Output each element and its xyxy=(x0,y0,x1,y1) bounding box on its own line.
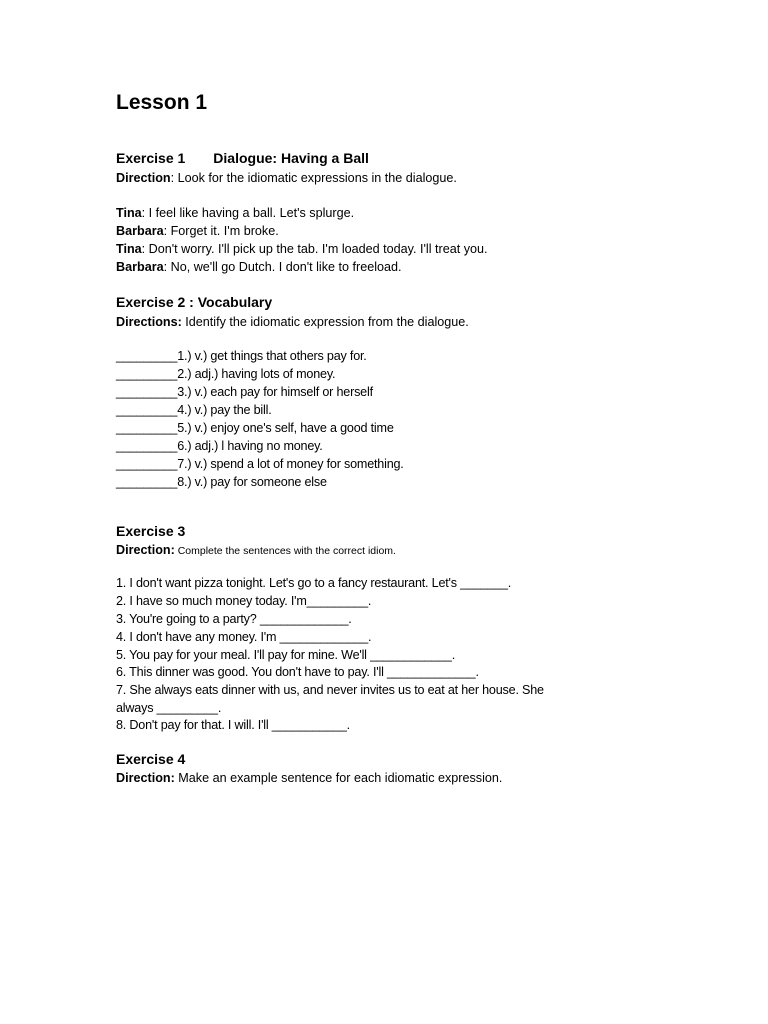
vocab-item: _________3.) v.) each pay for himself or herself xyxy=(116,385,373,399)
speaker-name: Barbara xyxy=(116,224,164,238)
vocab-item: _________1.) v.) get things that others pay for. xyxy=(116,349,367,363)
direction-text: Identify the idiomatic expression from the dialogue. xyxy=(181,315,469,329)
speaker-name: Barbara xyxy=(116,260,164,274)
exercise2-heading: Exercise 2 : Vocabulary xyxy=(116,294,273,310)
vocab-item: _________5.) v.) enjoy one's self, have a good time xyxy=(116,421,394,435)
exercise3-direction xyxy=(116,541,396,560)
exercise3-heading: Exercise 3 xyxy=(116,523,186,539)
vocab-item: _________7.) v.) spend a lot of money for something. xyxy=(116,457,404,471)
lesson-title: Lesson 1 xyxy=(116,91,208,114)
direction-label: Direction: xyxy=(116,771,175,785)
direction-label: Direction xyxy=(116,171,171,185)
vocab-item: _________6.) adj.) l having no money. xyxy=(116,439,323,453)
direction-text: Make an example sentence for each idiomatic expression. xyxy=(174,771,503,785)
direction-label: Direction: xyxy=(116,543,175,557)
exercise4-direction xyxy=(116,769,502,787)
exercise1-subtitle: Dialogue: Having a Ball xyxy=(213,150,369,166)
sentence-item: 3. You're going to a party? _____________. xyxy=(116,612,352,626)
vocab-item: _________2.) adj.) having lots of money. xyxy=(116,367,336,381)
exercise1-heading xyxy=(116,149,369,167)
sentence-item: 5. You pay for your meal. I'll pay for mine. We'll ____________. xyxy=(116,648,456,662)
exercise4-heading: Exercise 4 xyxy=(116,751,186,767)
vocab-item: _________8.) v.) pay for someone else xyxy=(116,475,327,489)
sentence-item: 2. I have so much money today. I'm_________. xyxy=(116,594,372,608)
dialogue-text: : I feel like having a ball. Let's splurge. xyxy=(141,206,355,220)
dialogue-text: : Don't worry. I'll pick up the tab. I'm loaded today. I'll treat you. xyxy=(141,242,488,256)
sentence-item: 6. This dinner was good. You don't have to pay. I'll _____________. xyxy=(116,665,479,679)
dialogue-text: : Forget it. I'm broke. xyxy=(163,224,279,238)
dialogue-line xyxy=(116,222,279,240)
dialogue-text: : No, we'll go Dutch. I don't like to freeload. xyxy=(163,260,402,274)
dialogue-line xyxy=(116,240,488,258)
sentence-item: 1. I don't want pizza tonight. Let's go to a fancy restaurant. Let's _______. xyxy=(116,576,512,590)
speaker-name: Tina xyxy=(116,242,142,256)
dialogue-line xyxy=(116,258,402,276)
sentence-item: 7. She always eats dinner with us, and never invites us to eat at her house. She xyxy=(116,683,544,697)
direction-label: Directions: xyxy=(116,315,182,329)
sentence-item: 4. I don't have any money. I'm _____________. xyxy=(116,630,372,644)
speaker-name: Tina xyxy=(116,206,142,220)
sentence-item: 8. Don't pay for that. I will. I'll ___________. xyxy=(116,718,350,732)
exercise1-direction xyxy=(116,169,457,187)
sentence-item-continued: always _________. xyxy=(116,701,222,715)
direction-text: Complete the sentences with the correct idiom. xyxy=(174,545,396,557)
exercise2-direction xyxy=(116,313,469,331)
exercise1-title: Exercise 1 xyxy=(116,150,186,166)
vocab-item: _________4.) v.) pay the bill. xyxy=(116,403,272,417)
direction-text: : Look for the idiomatic expressions in the dialogue. xyxy=(170,171,457,185)
dialogue-line xyxy=(116,204,354,222)
